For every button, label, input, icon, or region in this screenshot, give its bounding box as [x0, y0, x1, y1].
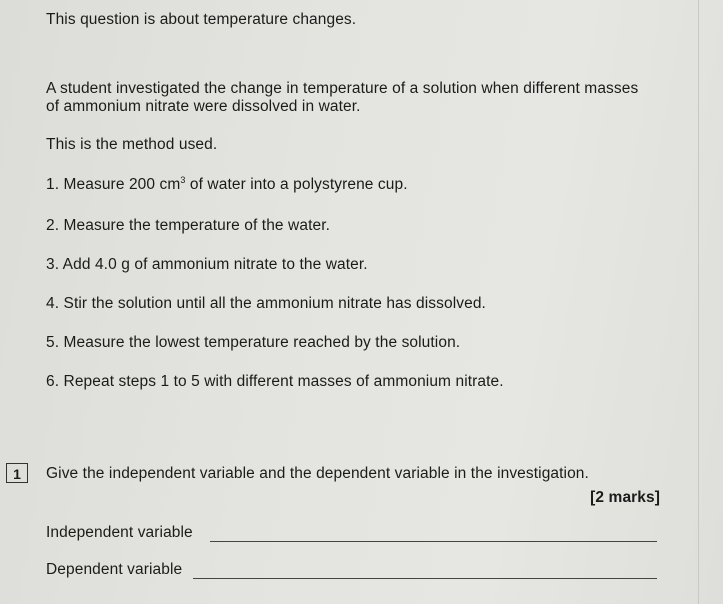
question-number-box: 1 [6, 463, 28, 483]
step-5: 5. Measure the lowest temperature reached by the solution. [46, 334, 461, 351]
intro-text: This question is about temperature changes. [46, 11, 357, 28]
independent-variable-label: Independent variable [46, 524, 193, 541]
context-line-1: A student investigated the change in temperature of a solution when different masses [46, 80, 639, 97]
context-line-2: of ammonium nitrate were dissolved in water. [46, 98, 361, 115]
independent-variable-answer-line[interactable] [210, 541, 657, 542]
step-6: 6. Repeat steps 1 to 5 with different masses of ammonium nitrate. [46, 373, 504, 390]
step-1-superscript: 3 [180, 175, 186, 185]
step-2: 2. Measure the temperature of the water. [46, 217, 331, 234]
page-edge [698, 0, 699, 604]
question-text: Give the independent variable and the dependent variable in the investigation. [46, 465, 589, 482]
dependent-variable-answer-line[interactable] [193, 578, 657, 579]
method-intro: This is the method used. [46, 136, 218, 153]
marks-label: [2 marks] [590, 489, 660, 506]
step-3: 3. Add 4.0 g of ammonium nitrate to the water. [46, 256, 368, 273]
step-1-text: 1. Measure 200 cm [46, 176, 181, 193]
step-1-text-end: of water into a polystyrene cup. [185, 176, 408, 193]
dependent-variable-label: Dependent variable [46, 561, 183, 578]
step-1 [46, 175, 408, 194]
step-4: 4. Stir the solution until all the ammonium nitrate has dissolved. [46, 295, 486, 312]
